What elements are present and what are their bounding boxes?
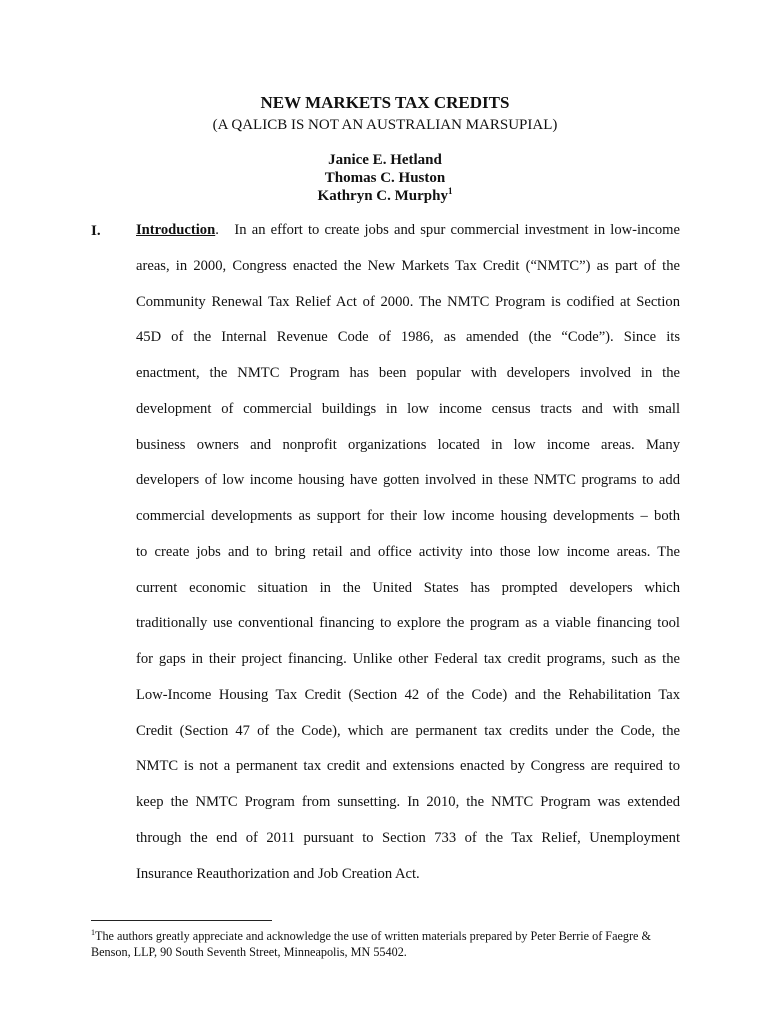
body-line: to create jobs and to bring retail and office activity into those low income areas. The bbox=[136, 543, 680, 560]
author-name: Thomas C. Huston bbox=[324, 170, 446, 186]
body-line: Insurance Reauthorization and Job Creation Act. bbox=[136, 865, 420, 882]
body-line: NMTC is not a permanent tax credit and extensions enacted by Congress are required to bbox=[136, 758, 680, 775]
body-line: through the end of 2011 pursuant to Section 733 of the Tax Relief, Unemployment bbox=[136, 829, 680, 846]
author-name: Janice E. Hetland bbox=[328, 152, 442, 168]
body-line-text: In an effort to create jobs and spur commercial investment in low-income bbox=[234, 222, 680, 238]
author-name: Kathryn C. Murphy bbox=[317, 188, 448, 204]
body-line: commercial developments as support for their low income housing developments – both bbox=[136, 508, 680, 524]
body-line: enactment, the NMTC Program has been popular with developers involved in the bbox=[136, 365, 680, 381]
body-line: Credit (Section 47 of the Code), which are permanent tax credits under the Code, the bbox=[136, 722, 680, 739]
author-line-last bbox=[0, 187, 770, 205]
footnote bbox=[91, 928, 681, 960]
footnote-text: The authors greatly appreciate and acknowledge the use of written materials prepared by Peter Berrie of Faegre & bbox=[95, 929, 651, 943]
body-line: keep the NMTC Program from sunsetting. In 2010, the NMTC Program was extended bbox=[136, 794, 680, 810]
footnote-line bbox=[91, 928, 681, 944]
section-number: I. bbox=[91, 223, 101, 239]
body-line: Low-Income Housing Tax Credit (Section 42 of the Code) and the Rehabilitation Tax bbox=[136, 686, 680, 703]
body-line: business owners and nonprofit organizations located in low income areas. Many bbox=[136, 436, 680, 453]
body-line: areas, in 2000, Congress enacted the New Markets Tax Credit (“NMTC”) as part of the bbox=[136, 257, 680, 274]
section-heading: Introduction bbox=[136, 222, 216, 238]
body-line: current economic situation in the United States has prompted developers which bbox=[136, 579, 680, 596]
body-line bbox=[136, 213, 680, 249]
footnote-divider bbox=[91, 920, 272, 921]
body-line: development of commercial buildings in low income census tracts and with small bbox=[136, 400, 680, 417]
section-body bbox=[136, 213, 680, 892]
footnote-reference: 1 bbox=[447, 186, 453, 196]
body-line: traditionally use conventional financing to explore the program as a viable financing tool bbox=[136, 615, 680, 632]
body-line: for gaps in their project financing. Unlike other Federal tax credit programs, such as the bbox=[136, 651, 680, 667]
document-title: NEW MARKETS TAX CREDITS bbox=[260, 93, 510, 112]
body-line: developers of low income housing have gotten involved in these NMTC programs to add bbox=[136, 472, 680, 489]
heading-period: . bbox=[215, 222, 219, 238]
footnote-line: Benson, LLP, 90 South Seventh Street, Minneapolis, MN 55402. bbox=[91, 945, 407, 959]
body-line: Community Renewal Tax Relief Act of 2000. The NMTC Program is codified at Section bbox=[136, 293, 680, 310]
footnote-marker: 1 bbox=[91, 928, 95, 937]
author-list bbox=[0, 151, 770, 205]
document-subtitle: (A QALICB IS NOT AN AUSTRALIAN MARSUPIAL) bbox=[212, 117, 558, 133]
body-line: 45D of the Internal Revenue Code of 1986, as amended (the “Code”). Since its bbox=[136, 329, 680, 346]
